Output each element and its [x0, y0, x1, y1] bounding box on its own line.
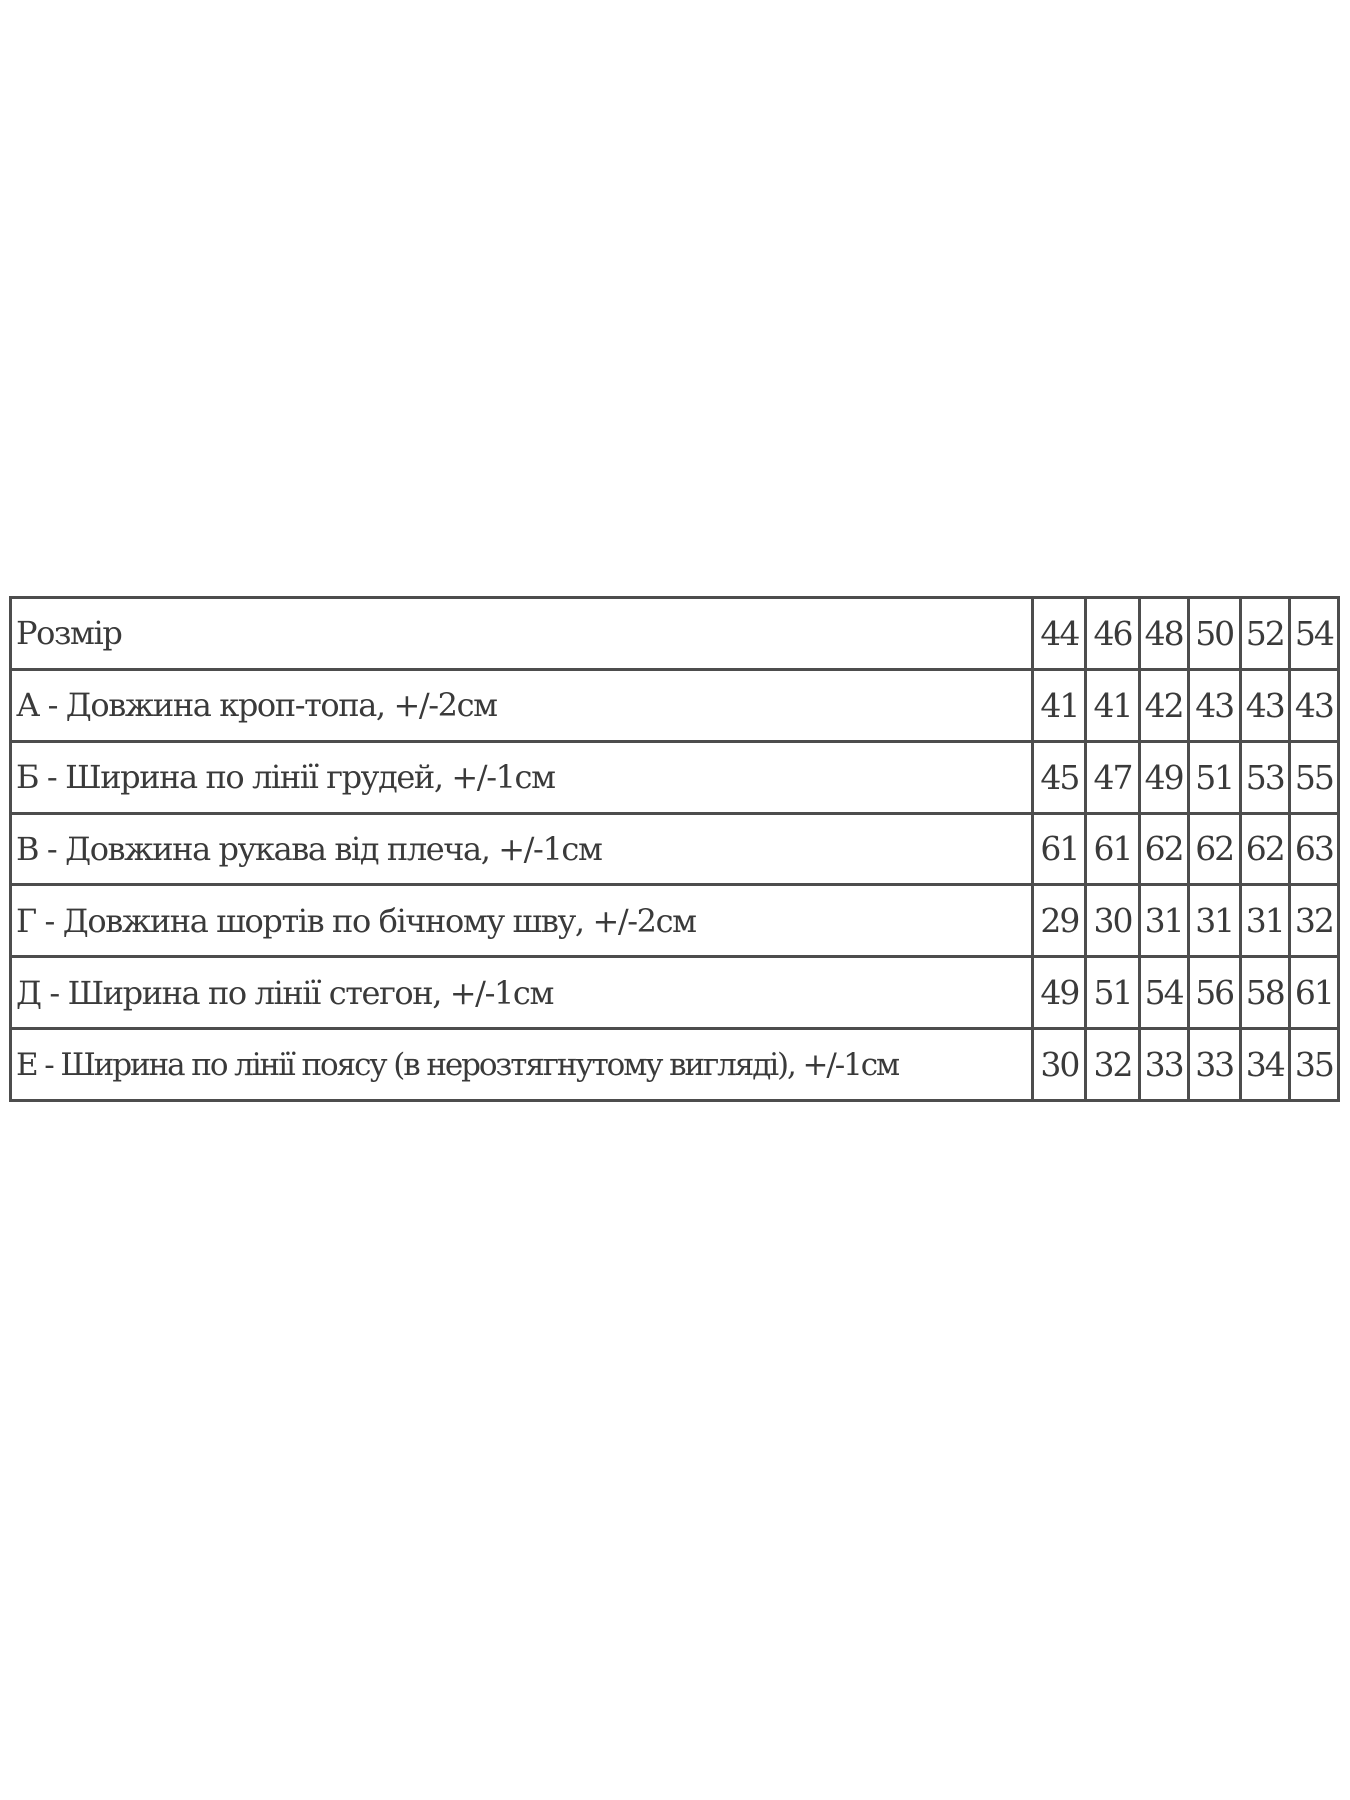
size-header-cell: 46 [1087, 599, 1137, 668]
table-row [12, 743, 1337, 812]
measurement-value: 51 [1190, 743, 1239, 812]
measurement-value: 34 [1242, 1030, 1288, 1099]
measurement-value: 30 [1034, 1030, 1084, 1099]
size-chart-table [9, 596, 1340, 1102]
size-header-cell: 48 [1141, 599, 1187, 668]
measurement-value: 47 [1087, 743, 1137, 812]
size-header-label: Розмір [12, 599, 1031, 668]
measurement-value: 30 [1087, 886, 1137, 955]
measurement-value: 63 [1291, 815, 1337, 884]
measurement-value: 42 [1141, 671, 1187, 740]
measurement-value: 61 [1034, 815, 1084, 884]
table-row [12, 886, 1337, 955]
measurement-value: 41 [1087, 671, 1137, 740]
measurement-value: 32 [1087, 1030, 1137, 1099]
measurement-value: 49 [1141, 743, 1187, 812]
measurement-value: 31 [1141, 886, 1187, 955]
measurement-label: Г - Довжина шортів по бічному шву, +/-2см [12, 886, 1031, 955]
measurement-value: 62 [1190, 815, 1239, 884]
size-header-cell: 44 [1034, 599, 1084, 668]
measurement-value: 32 [1291, 886, 1337, 955]
measurement-value: 45 [1034, 743, 1084, 812]
table-row [12, 671, 1337, 740]
size-header-cell: 52 [1242, 599, 1288, 668]
measurement-value: 58 [1242, 958, 1288, 1027]
measurement-value: 35 [1291, 1030, 1337, 1099]
table-header-row [12, 599, 1337, 668]
measurement-value: 31 [1242, 886, 1288, 955]
table-row [12, 1030, 1337, 1099]
measurement-label: А - Довжина кроп-топа, +/-2см [12, 671, 1031, 740]
measurement-value: 29 [1034, 886, 1084, 955]
measurement-value: 61 [1087, 815, 1137, 884]
measurement-value: 43 [1190, 671, 1239, 740]
measurement-value: 33 [1190, 1030, 1239, 1099]
table-row [12, 958, 1337, 1027]
measurement-value: 43 [1291, 671, 1337, 740]
measurement-value: 62 [1242, 815, 1288, 884]
measurement-label: Б - Ширина по лінії грудей, +/-1см [12, 743, 1031, 812]
measurement-value: 55 [1291, 743, 1337, 812]
measurement-label: Д - Ширина по лінії стегон, +/-1см [12, 958, 1031, 1027]
size-header-cell: 50 [1190, 599, 1239, 668]
measurement-value: 62 [1141, 815, 1187, 884]
measurement-label: Е - Ширина по лінії поясу (в нерозтягнутому вигляді), +/-1см [12, 1030, 1031, 1099]
measurement-value: 56 [1190, 958, 1239, 1027]
measurement-value: 31 [1190, 886, 1239, 955]
measurement-label: В - Довжина рукава від плеча, +/-1см [12, 815, 1031, 884]
measurement-value: 33 [1141, 1030, 1187, 1099]
size-header-cell: 54 [1291, 599, 1337, 668]
measurement-value: 49 [1034, 958, 1084, 1027]
measurement-value: 43 [1242, 671, 1288, 740]
table-row [12, 815, 1337, 884]
measurement-value: 54 [1141, 958, 1187, 1027]
measurement-value: 51 [1087, 958, 1137, 1027]
measurement-value: 53 [1242, 743, 1288, 812]
measurement-value: 61 [1291, 958, 1337, 1027]
measurement-value: 41 [1034, 671, 1084, 740]
